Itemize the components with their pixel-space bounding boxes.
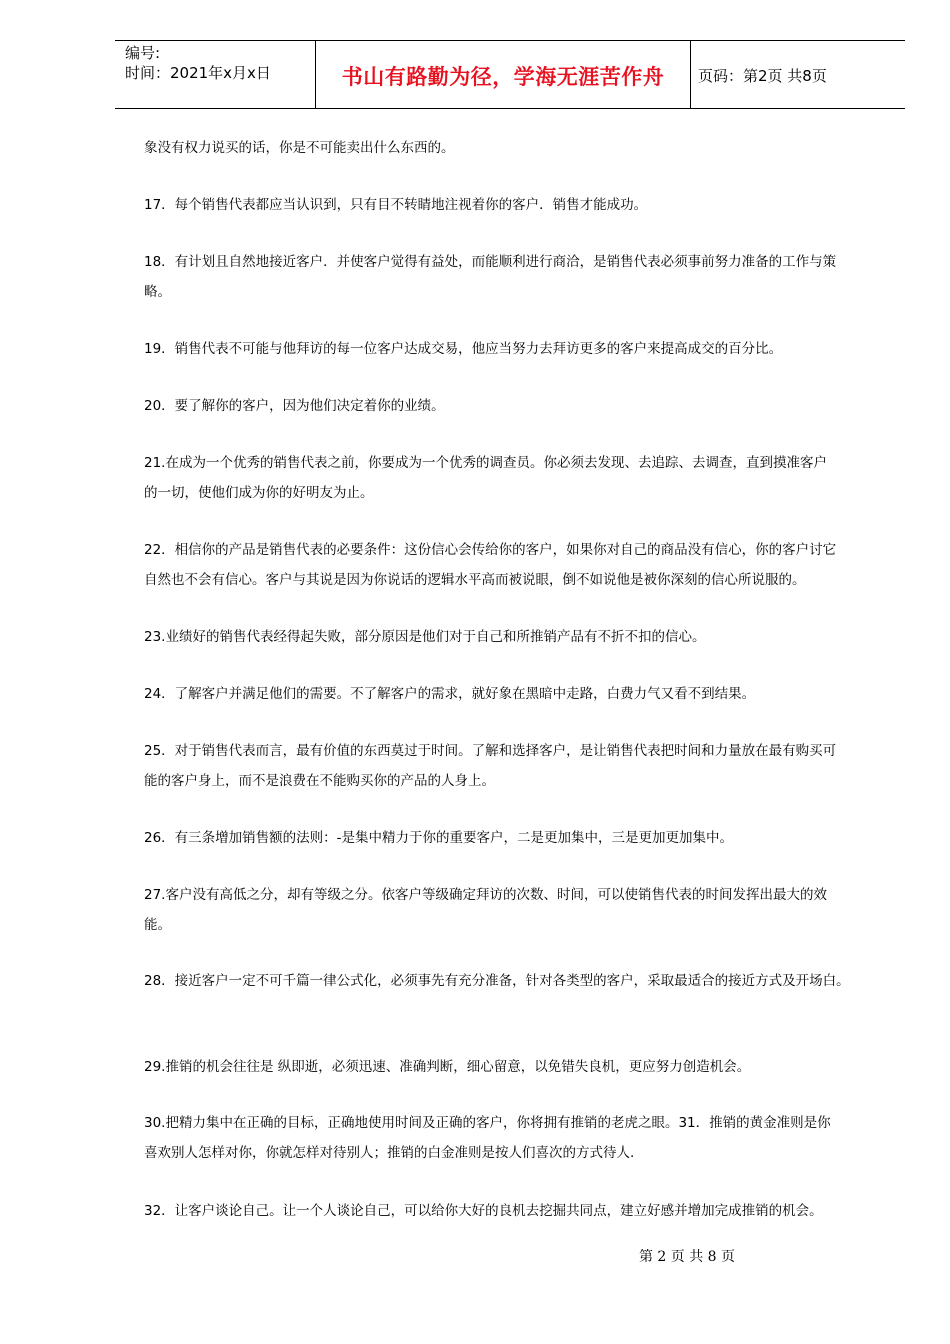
paragraph-line: 的一切，使他们成为你的好明友为止。 bbox=[144, 485, 374, 501]
paragraph-line: 25．对于销售代表而言，最有价值的东西莫过于时间。了解和选择客户，是让销售代表把时间和力量放在最有购买可 bbox=[144, 743, 837, 759]
paragraph bbox=[144, 736, 890, 796]
paragraph bbox=[144, 334, 890, 364]
header-page-cell bbox=[690, 41, 905, 108]
header-info-cell bbox=[115, 41, 315, 108]
paragraph bbox=[144, 1052, 890, 1082]
paragraph-line: 23.业绩好的销售代表经得起失败，部分原因是他们对于自己和所推销产品有不折不扣的信心。 bbox=[144, 629, 706, 645]
document-date-label: 时间：2021年x月x日 bbox=[125, 64, 271, 82]
paragraph bbox=[144, 1196, 890, 1226]
document-number-label: 编号: bbox=[125, 44, 161, 62]
paragraph-line: 24．了解客户并满足他们的需要。不了解客户的需求，就好象在黑暗中走路，白费力气又看不到结果。 bbox=[144, 686, 756, 702]
paragraph bbox=[144, 966, 890, 996]
paragraph-line: 30.把精力集中在正确的目标，正确地使用时间及正确的客户，你将拥有推销的老虎之眼。31．推销的黄金准则是你 bbox=[144, 1115, 831, 1131]
paragraph-line: 能的客户身上，而不是浪费在不能购买你的产品的人身上。 bbox=[144, 773, 495, 789]
paragraph-line: 22．相信你的产品是销售代表的必要条件：这份信心会传给你的客户，如果你对自己的商品没有信心，你的客户讨它 bbox=[144, 542, 837, 558]
header-motto-cell bbox=[315, 41, 691, 108]
paragraph-line: 略。 bbox=[144, 284, 171, 300]
header-motto: 书山有路勤为径，学海无涯苦作舟 bbox=[341, 65, 665, 89]
paragraph-line: 能。 bbox=[144, 917, 171, 933]
footer-page-number: 第 2 页 共 8 页 bbox=[638, 1249, 736, 1265]
paragraph-line: 象没有权力说买的话，你是不可能卖出什么东西的。 bbox=[144, 140, 455, 156]
paragraph-line: 27.客户没有高低之分，却有等级之分。依客户等级确定拜访的次数、时间，可以使销售代表的时间发挥出最大的效 bbox=[144, 887, 827, 903]
paragraph bbox=[144, 391, 890, 421]
paragraph bbox=[144, 622, 890, 652]
paragraph-line: 自然也不会有信心。客户与其说是因为你说话的逻辑水平高而被说眼，倒不如说他是被你深刻的信心所说服的。 bbox=[144, 572, 806, 588]
paragraph-line: 28．接近客户一定不可千篇一律公式化，必须事先有充分准备，针对各类型的客户，采取最适合的接近方式及开场白。 bbox=[144, 973, 850, 989]
paragraph-line: 19．销售代表不可能与他拜访的每一位客户达成交易，他应当努力去拜访更多的客户来提高成交的百分比。 bbox=[144, 341, 783, 357]
page-footer bbox=[0, 1246, 950, 1266]
page-header bbox=[115, 40, 905, 109]
header-page-number: 页码：第2页 共8页 bbox=[698, 67, 827, 85]
paragraph-line: 17．每个销售代表都应当认识到，只有目不转睛地注视着你的客户．销售才能成功。 bbox=[144, 197, 648, 213]
paragraph bbox=[144, 679, 890, 709]
paragraph bbox=[144, 1108, 890, 1168]
paragraph bbox=[144, 133, 890, 163]
paragraph-line: 20．要了解你的客户，因为他们决定着你的业绩。 bbox=[144, 398, 445, 414]
paragraph bbox=[144, 247, 890, 307]
paragraph-line: 21.在成为一个优秀的销售代表之前，你要成为一个优秀的调查员。你必须去发现、去追踪、去调查，直到摸准客户 bbox=[144, 455, 827, 471]
paragraph-line: 18．有计划且自然地接近客户．并使客户觉得有益处，而能顺利进行商洽，是销售代表必须事前努力准备的工作与策 bbox=[144, 254, 837, 270]
paragraph bbox=[144, 448, 890, 508]
paragraph-line: 29.推销的机会往往是 纵即逝，必须迅速、准确判断，细心留意，以免错失良机，更应努力创造机会。 bbox=[144, 1059, 751, 1075]
paragraph-line: 32．让客户谈论自己。让一个人谈论自己，可以给你大好的良机去挖掘共同点，建立好感并增加完成推销的机会。 bbox=[144, 1203, 823, 1219]
paragraph bbox=[144, 535, 890, 595]
paragraph bbox=[144, 823, 890, 853]
paragraph-line: 26．有三条增加销售额的法则：-是集中精力于你的重要客户，二是更加集中，三是更加更加集中。 bbox=[144, 830, 734, 846]
paragraph bbox=[144, 190, 890, 220]
paragraph-line: 喜欢别人怎样对你，你就怎样对待别人；推销的白金准则是按人们喜次的方式待人. bbox=[144, 1145, 635, 1161]
paragraph bbox=[144, 880, 890, 940]
